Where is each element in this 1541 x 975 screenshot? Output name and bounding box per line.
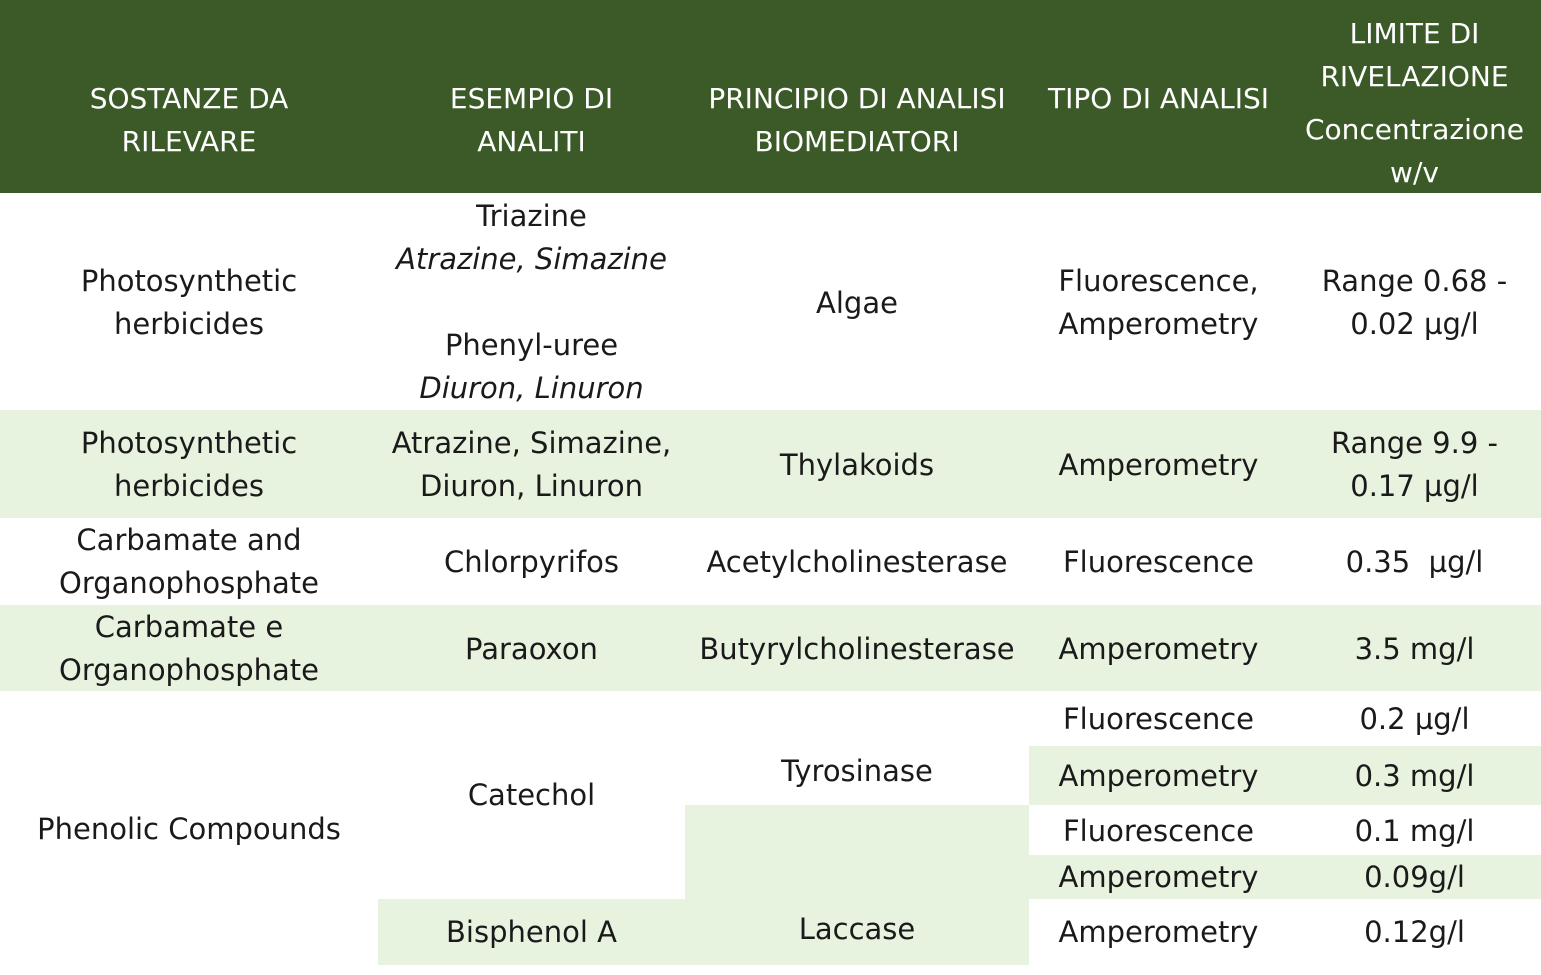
phenolic-sub-limite: 0.09g/l bbox=[1364, 860, 1465, 894]
r3-limite: 0.35 µg/l bbox=[1345, 545, 1484, 579]
r4-principio: Butyrylcholinesterase bbox=[699, 632, 1015, 666]
r1-limite: Range 0.68 - 0.02 µg/l bbox=[1321, 264, 1508, 341]
phenyl-uree-label: Phenyl-uree bbox=[444, 328, 619, 362]
header-analiti: ESEMPIO DI ANALITI bbox=[449, 82, 614, 158]
r4-sostanze: Carbamate e Organophosphate bbox=[59, 610, 319, 687]
phenolic-sub-tipo: Fluorescence bbox=[1062, 814, 1255, 848]
r3-tipo: Fluorescence bbox=[1062, 545, 1255, 579]
phenolic-sub-limite: 0.1 mg/l bbox=[1354, 814, 1475, 848]
phenolic-sostanze: Phenolic Compounds bbox=[37, 812, 341, 846]
r4-limite: 3.5 mg/l bbox=[1354, 632, 1475, 666]
phenolic-principio-laccase: Laccase bbox=[798, 912, 916, 946]
r4-tipo: Amperometry bbox=[1058, 632, 1259, 666]
r2-analiti: Atrazine, Simazine, Diuron, Linuron bbox=[391, 426, 672, 503]
r3-principio: Acetylcholinesterase bbox=[706, 545, 1008, 579]
phenolic-sub-limite: 0.2 µg/l bbox=[1359, 702, 1470, 736]
phenolic-analiti-catechol: Catechol bbox=[467, 778, 596, 812]
phenolic-sub-tipo: Amperometry bbox=[1058, 860, 1259, 894]
r1-principio: Algae bbox=[816, 286, 898, 320]
header-limite: LIMITE DI RIVELAZIONE bbox=[1320, 17, 1509, 93]
header-concentrazione: Concentrazione w/v bbox=[1304, 113, 1525, 189]
r3-sostanze: Carbamate and Organophosphate bbox=[59, 523, 319, 600]
triazine-label: Triazine bbox=[476, 199, 587, 233]
r1-analiti bbox=[378, 195, 685, 410]
header-tipo: TIPO DI ANALISI bbox=[1047, 82, 1270, 115]
r1-sostanze: Photosynthetic herbicides bbox=[80, 264, 298, 341]
r2-principio: Thylakoids bbox=[779, 448, 935, 482]
header-sostanze: SOSTANZE DA RILEVARE bbox=[89, 82, 289, 158]
phenolic-sub-tipo: Amperometry bbox=[1058, 915, 1259, 949]
phenolic-principio-tyrosinase: Tyrosinase bbox=[781, 754, 933, 788]
phenyl-uree-examples: Diuron, Linuron bbox=[419, 371, 644, 405]
phenolic-sub-tipo: Fluorescence bbox=[1062, 702, 1255, 736]
phenolic-sub-limite: 0.3 mg/l bbox=[1354, 759, 1475, 793]
r2-tipo: Amperometry bbox=[1058, 448, 1259, 482]
r3-analiti: Chlorpyrifos bbox=[444, 545, 619, 579]
phenolic-sub-limite: 0.12g/l bbox=[1364, 915, 1465, 949]
r4-analiti: Paraoxon bbox=[465, 632, 598, 666]
r2-sostanze: Photosynthetic herbicides bbox=[80, 426, 298, 503]
phenolic-analiti-bisphenol: Bisphenol A bbox=[446, 915, 617, 949]
triazine-examples: Atrazine, Simazine bbox=[396, 242, 667, 276]
r1-tipo: Fluorescence, Amperometry bbox=[1058, 264, 1259, 341]
header-principio: PRINCIPIO DI ANALISI BIOMEDIATORI bbox=[708, 82, 1006, 158]
r2-limite: Range 9.9 - 0.17 µg/l bbox=[1331, 426, 1498, 503]
phenolic-sub-tipo: Amperometry bbox=[1058, 759, 1259, 793]
